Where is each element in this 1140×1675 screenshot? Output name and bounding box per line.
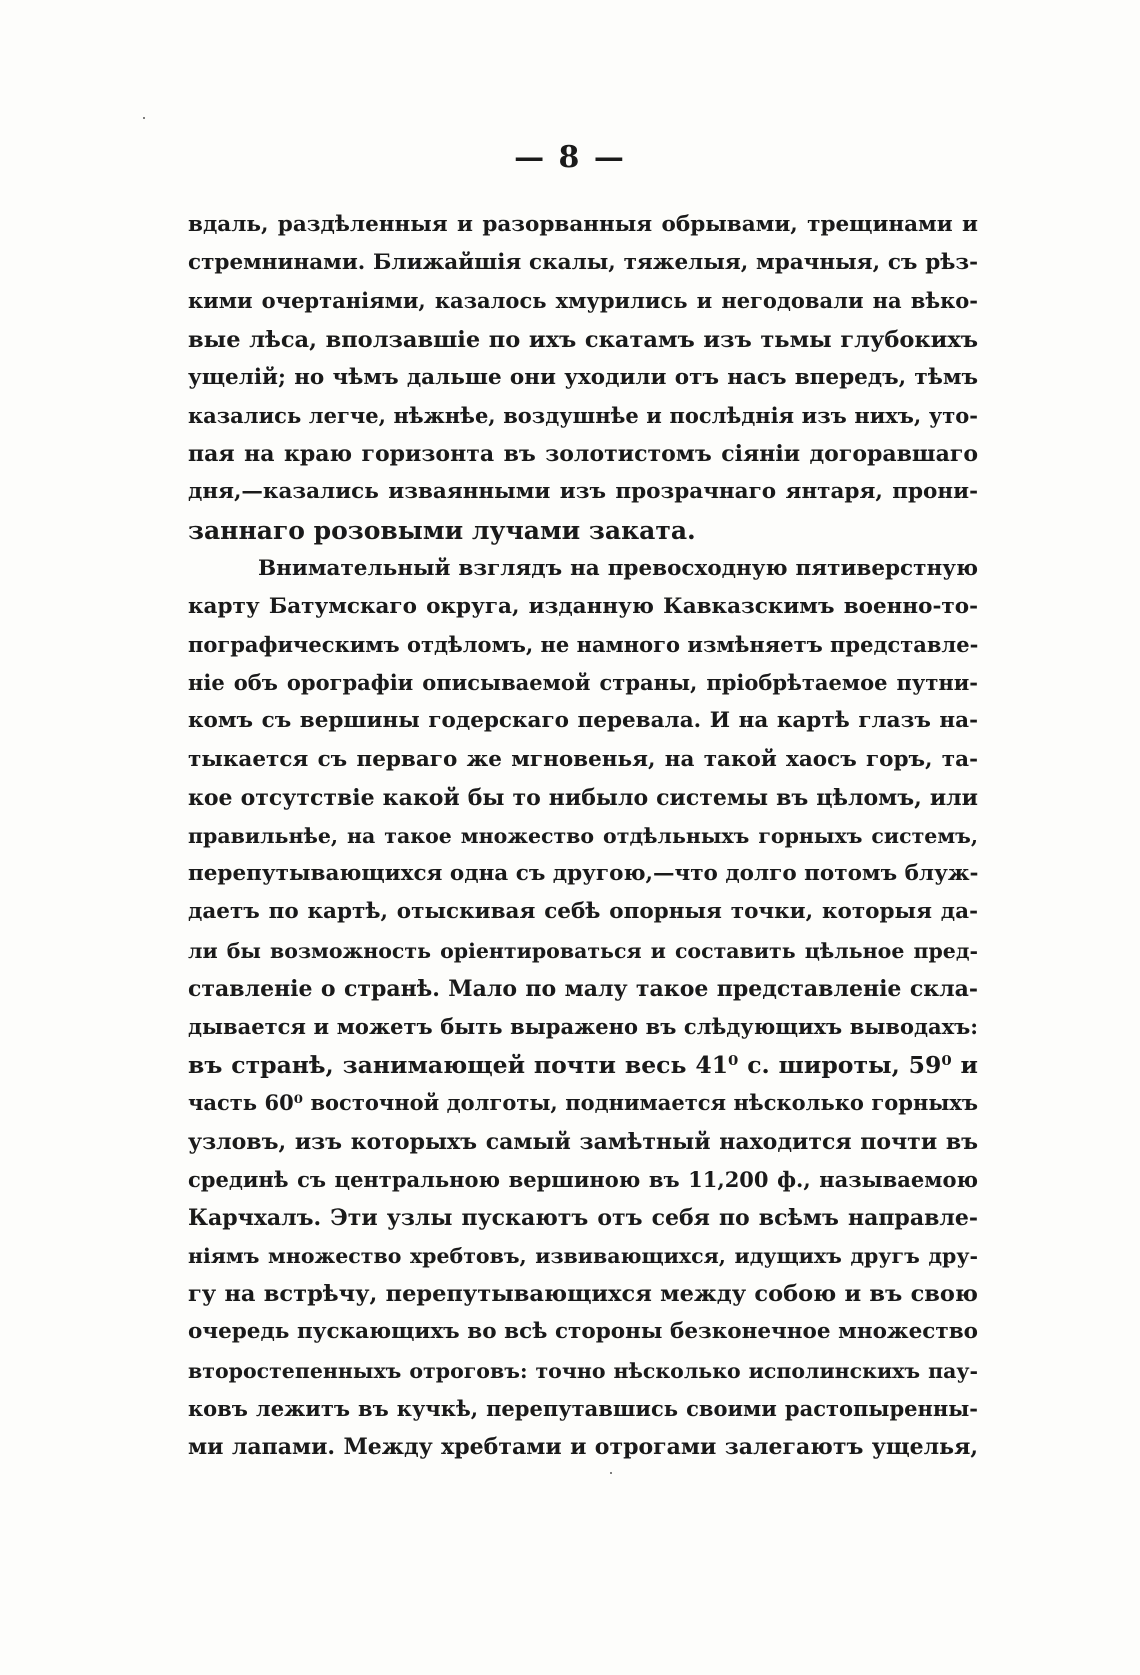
text-line: комъ съ вершины годерскаго перевала. И на картѣ глазъ на- xyxy=(188,708,978,734)
text-line: правильнѣе, на такое множество отдѣльныхъ горныхъ системъ, xyxy=(188,824,978,848)
text-line: въ странѣ, занимающей почти весь 41⁰ с. широты, 59⁰ и xyxy=(188,1051,978,1080)
text-line: заннаго розовыми лучами заката. xyxy=(188,515,696,545)
text-line: гу на встрѣчу, перепутывающихся между собою и въ свою xyxy=(188,1281,978,1308)
text-line: ковъ лежитъ въ кучкѣ, перепутавшись своими растопыренны- xyxy=(188,1395,978,1421)
body-text xyxy=(188,206,978,1466)
text-line: часть 60⁰ восточной долготы, поднимается нѣсколько горныхъ xyxy=(188,1090,978,1116)
text-line: ми лапами. Между хребтами и отрогами залегаютъ ущелья, xyxy=(188,1434,978,1460)
text-line-paragraph-start: Внимательный взглядъ на превосходную пятиверстную xyxy=(258,555,978,581)
text-line: кими очертаніями, казалось хмурились и негодовали на вѣко- xyxy=(188,288,978,314)
text-line: кое отсутствіе какой бы то нибыло системы въ цѣломъ, или xyxy=(188,784,978,811)
text-line: пографическимъ отдѣломъ, не намного измѣняетъ представле- xyxy=(188,632,979,658)
text-line: перепутывающихся одна съ другою,—что долго потомъ блуж- xyxy=(188,861,979,887)
text-line: пая на краю горизонта въ золотистомъ сіяніи догоравшаго xyxy=(188,441,978,468)
text-line: дня,—казались изваянными изъ прозрачнаго янтаря, прони- xyxy=(188,479,978,505)
text-line: очередь пускающихъ во всѣ стороны безконечное множество xyxy=(188,1319,978,1345)
text-line: ніямъ множество хребтовъ, извивающихся, идущихъ другъ дру- xyxy=(188,1244,978,1269)
text-line: тыкается съ перваго же мгновенья, на такой хаосъ горъ, та- xyxy=(188,746,978,772)
page-number: — 8 — xyxy=(514,140,626,175)
text-line: ставленіе о странѣ. Мало по малу такое представленіе скла- xyxy=(188,975,978,1002)
text-line: вдаль, раздѣленныя и разорванныя обрывами, трещинами и xyxy=(188,212,978,237)
text-line: стремнинами. Ближайшія скалы, тяжелыя, мрачныя, съ рѣз- xyxy=(188,250,978,276)
text-line: срединѣ съ центральною вершиною въ 11,200 ф., называемою xyxy=(188,1166,978,1192)
paper-speck xyxy=(610,1472,612,1474)
text-line: Карчхалъ. Эти узлы пускаютъ отъ себя по всѣмъ направле- xyxy=(188,1204,978,1231)
text-line: узловъ, изъ которыхъ самый замѣтный находится почти въ xyxy=(188,1128,978,1155)
text-line: дывается и можетъ быть выражено въ слѣдующихъ выводахъ: xyxy=(188,1013,978,1039)
text-line: казались легче, нѣжнѣе, воздушнѣе и послѣднія изъ нихъ, уто- xyxy=(188,402,978,428)
text-line: ніе объ орографіи описываемой страны, пріобрѣтаемое путни- xyxy=(188,670,978,696)
paper-speck xyxy=(143,117,145,119)
text-line: вые лѣса, вползавшіе по ихъ скатамъ изъ тьмы глубокихъ xyxy=(188,326,978,353)
text-line: ущелій; но чѣмъ дальше они уходили отъ насъ впередъ, тѣмъ xyxy=(188,364,978,390)
text-line: даетъ по картѣ, отыскивая себѣ опорныя точки, которыя да- xyxy=(188,899,978,925)
text-line: второстепенныхъ отроговъ: точно нѣсколько исполинскихъ пау- xyxy=(188,1358,978,1383)
text-line: ли бы возможность оріентироваться и составить цѣльное пред- xyxy=(188,938,978,963)
text-line: карту Батумскаго округа, изданную Кавказскимъ военно-то- xyxy=(188,593,978,619)
